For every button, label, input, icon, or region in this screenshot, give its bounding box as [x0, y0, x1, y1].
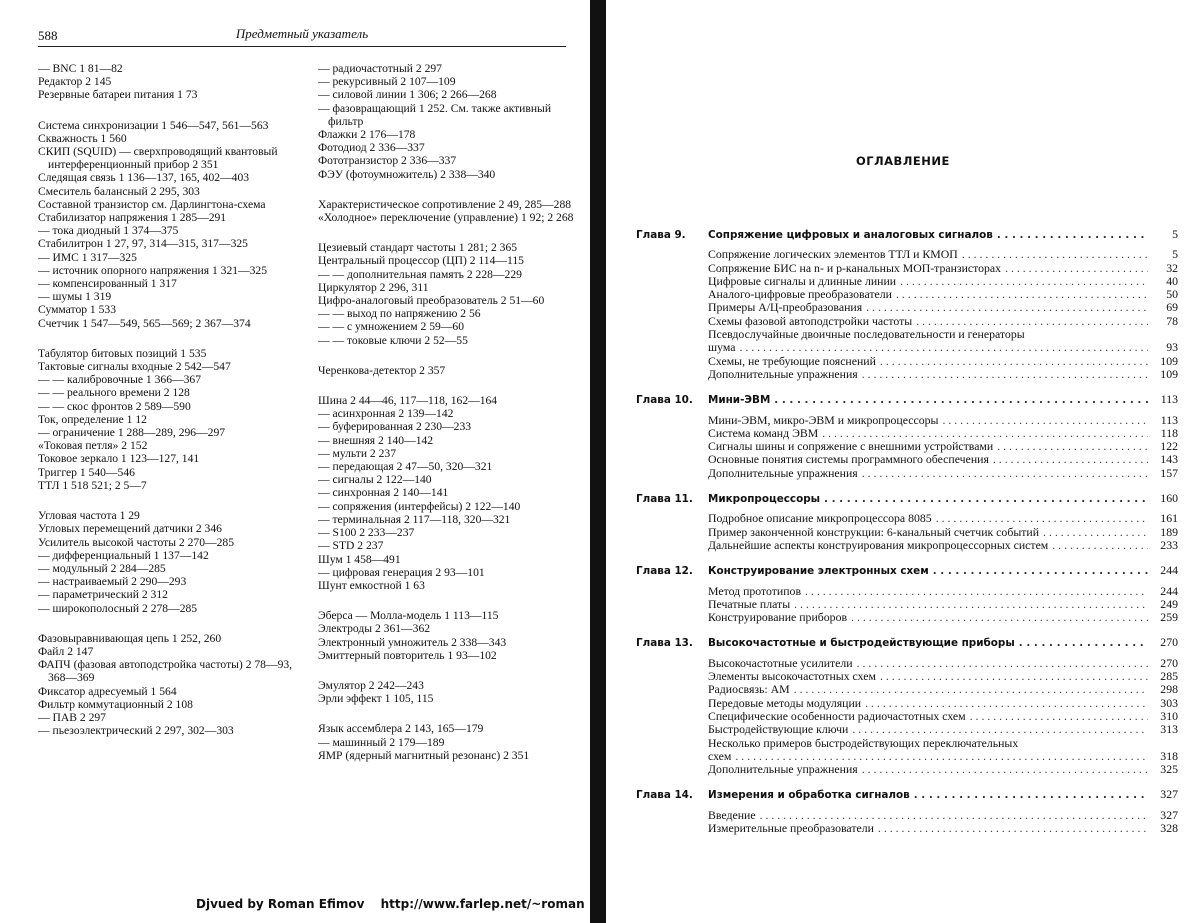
index-entry: Характеристическое сопротивление 2 49, 285—288	[318, 197, 572, 211]
section-title: Мини-ЭВМ, микро-ЭВМ и микропроцессоры	[708, 412, 939, 427]
index-gap	[318, 347, 574, 364]
chapter-page: 244	[1160, 563, 1178, 578]
toc-section-row[interactable]	[636, 809, 1178, 822]
toc-chapter	[636, 228, 1178, 381]
running-title: Предметный указатель	[235, 26, 369, 41]
index-entry: Центральный процессор (ЦП) 2 114—115	[318, 254, 524, 268]
leader-dots	[880, 355, 1148, 368]
toc-section-row[interactable]	[636, 427, 1178, 440]
index-entry: Эрли эффект 1 105, 115	[318, 692, 434, 706]
index-gap	[318, 705, 574, 722]
section-page: 318	[1160, 748, 1178, 763]
index-entry: Резервные батареи питания 1 73	[38, 88, 198, 102]
index-entry: — — токовые ключи 2 52—55	[318, 333, 468, 347]
leader-dots	[735, 750, 1148, 763]
index-entry: ФАПЧ (фазовая автоподстройка частоты) 2 78—93, 368—369	[38, 658, 293, 685]
leader-dots	[862, 763, 1148, 776]
leader-dots	[1043, 526, 1148, 539]
chapter-page: 160	[1160, 491, 1178, 506]
index-entry: Флажки 2 176—178	[318, 128, 416, 142]
index-entry: — асинхронная 2 139—142	[318, 407, 454, 421]
footer-credit: Djvued by Roman Efimov	[196, 897, 365, 911]
section-title: Быстродействующие ключи	[708, 722, 849, 737]
chapter-title: Сопряжение цифровых и аналоговых сигналов	[708, 229, 993, 241]
toc-section-row[interactable]	[636, 585, 1178, 598]
toc-section-row[interactable]	[636, 539, 1178, 552]
section-page: 157	[1160, 465, 1178, 480]
index-entry: — S100 2 233—237	[318, 526, 415, 540]
toc-section-row[interactable]	[636, 315, 1178, 328]
section-page: 313	[1160, 722, 1178, 737]
index-entry: Табулятор битовых позиций 1 535	[38, 346, 207, 360]
toc-section-row[interactable]	[636, 512, 1178, 525]
toc-section-row[interactable]	[636, 262, 1178, 275]
index-entry: Шина 2 44—46, 117—118, 162—164	[318, 394, 498, 408]
page-number: 588	[38, 28, 58, 43]
index-entry: Счетчик 1 547—549, 565—569; 2 367—374	[38, 316, 251, 330]
index-entry: Файл 2 147	[38, 644, 94, 658]
index-entry: Тактовые сигналы входные 2 542—547	[38, 360, 231, 374]
index-entry: Фазовыравнивающая цепь 1 252, 260	[38, 631, 222, 645]
toc-title: ОГЛАВЛЕНИЕ	[856, 154, 950, 168]
toc-section-row[interactable]	[636, 368, 1178, 381]
section-title: Пример законченной конструкции: 6-канальный счетчик событий	[708, 524, 1040, 539]
section-page: 285	[1160, 669, 1178, 684]
section-title: Введение	[708, 807, 756, 822]
toc-section-row[interactable]	[636, 710, 1178, 723]
section-page: 118	[1160, 425, 1178, 440]
section-title: Печатные платы	[708, 596, 791, 611]
index-entry: — мульти 2 237	[318, 446, 397, 460]
leader-dots	[914, 789, 1148, 802]
index-entry: Триггер 1 540—546	[38, 465, 135, 479]
section-page: 50	[1166, 287, 1178, 302]
section-title-line-1: Псевдослучайные двоичные последовательности и генераторы	[708, 327, 1025, 342]
section-page: 78	[1166, 313, 1178, 328]
index-entry: — дифференциальный 1 137—142	[38, 548, 209, 562]
leader-dots	[916, 315, 1148, 328]
section-page: 249	[1160, 596, 1178, 611]
djvu-credit-footer	[196, 897, 585, 911]
index-gap	[318, 662, 574, 679]
leader-dots	[739, 341, 1148, 354]
toc-section-row[interactable]	[636, 763, 1178, 776]
section-title-line-1: Несколько примеров быстродействующих переключательных	[708, 735, 1019, 750]
leader-dots	[794, 598, 1148, 611]
toc-section-row[interactable]	[636, 248, 1178, 261]
leader-dots	[852, 723, 1148, 736]
toc-chapter-row[interactable]	[636, 564, 1178, 578]
section-title: Система команд ЭВМ	[708, 425, 819, 440]
section-page: 244	[1160, 583, 1178, 598]
leader-dots	[824, 493, 1148, 506]
index-entry: — источник опорного напряжения 1 321—325	[38, 263, 268, 277]
section-title: Передовые методы модуляции	[708, 695, 862, 710]
toc-chapter	[636, 492, 1178, 552]
toc-section-row[interactable]	[636, 414, 1178, 427]
section-page: 113	[1160, 412, 1178, 427]
index-entry: Фиксатор адресуемый 1 564	[38, 684, 177, 698]
toc-chapter-row[interactable]	[636, 492, 1178, 506]
leader-dots	[794, 683, 1148, 696]
index-entry: — компенсированный 1 317	[38, 277, 177, 291]
section-title: Дополнительные упражнения	[708, 366, 858, 381]
leader-dots	[851, 611, 1148, 624]
chapter-page: 270	[1160, 635, 1178, 650]
toc-chapter-row[interactable]	[636, 393, 1178, 407]
index-entry: «Токовая петля» 2 152	[38, 439, 148, 453]
section-page: 327	[1160, 807, 1178, 822]
leader-dots	[805, 585, 1148, 598]
index-entry: — настраиваемый 2 290—293	[38, 575, 187, 589]
leader-dots	[1005, 262, 1148, 275]
toc-section-row[interactable]	[636, 723, 1178, 736]
index-entry: Электронный умножитель 2 338—343	[318, 635, 507, 649]
index-entry: Стабилитрон 1 27, 97, 314—315, 317—325	[38, 237, 248, 251]
index-entry: — BNC 1 81—82	[38, 62, 123, 75]
chapter-page: 5	[1172, 227, 1178, 241]
index-entry: СКИП (SQUID) — сверхпроводящий квантовый интерференционный прибор 2 351	[38, 145, 278, 172]
index-gap	[38, 102, 300, 119]
section-title: Аналого-цифровые преобразователи	[708, 287, 892, 302]
leader-dots	[942, 414, 1148, 427]
toc-section-row[interactable]	[636, 697, 1178, 710]
index-entry: Редактор 2 145	[38, 75, 112, 89]
index-entry: — — с умножением 2 59—60	[318, 320, 464, 334]
chapter-title: Высокочастотные и быстродействующие приборы	[708, 637, 1015, 650]
section-title: Примеры А/Ц-преобразования	[708, 300, 863, 315]
chapter-label: Глава 14.	[636, 789, 693, 802]
footer-url: http://www.farlep.net/~roman	[380, 897, 585, 911]
index-column-1	[38, 62, 300, 737]
index-entry: ТТЛ 1 518 521; 2 5—7	[38, 478, 147, 492]
leader-dots	[857, 657, 1148, 670]
index-entry: — — дополнительная память 2 228—229	[318, 267, 522, 281]
index-entry: Шунт емкостной 1 63	[318, 578, 425, 592]
toc-section-row[interactable]	[636, 467, 1178, 480]
index-gap	[38, 492, 300, 509]
index-entry: Фотодиод 2 336—337	[318, 141, 425, 155]
section-title-line-2: шума	[708, 340, 736, 355]
toc-section-row[interactable]	[636, 526, 1178, 539]
index-entry: — рекурсивный 2 107—109	[318, 75, 456, 89]
toc-section-row[interactable]	[636, 275, 1178, 288]
leader-dots	[962, 248, 1148, 261]
section-page: 32	[1166, 260, 1178, 275]
index-entry: Язык ассемблера 2 143, 165—179	[318, 722, 484, 736]
section-title: Схемы, не требующие пояснений	[708, 353, 876, 368]
index-entry: — радиочастотный 2 297	[318, 62, 442, 75]
leader-dots	[896, 288, 1148, 301]
section-title: Высокочастотные усилители	[708, 655, 853, 670]
index-entry: Ток, определение 1 12	[38, 412, 147, 426]
index-entry: Эмиттерный повторитель 1 93—102	[318, 648, 497, 662]
index-entry: «Холодное» переключение (управление) 1 92; 2 268	[318, 211, 574, 225]
leader-dots	[997, 229, 1148, 242]
leader-dots	[822, 427, 1148, 440]
index-entry: — ограничение 1 288—289, 296—297	[38, 426, 226, 440]
section-title: Метод прототипов	[708, 583, 802, 598]
index-entry: — цифровая генерация 2 93—101	[318, 565, 485, 579]
section-title: Дальнейшие аспекты конструирования микропроцессорных систем	[708, 537, 1049, 552]
section-page: 40	[1166, 273, 1178, 288]
index-entry: — тока диодный 1 374—375	[38, 224, 179, 238]
index-entry: Эберса — Молла-модель 1 113—115	[318, 609, 499, 623]
index-gap	[38, 615, 300, 632]
index-entry: — силовой линии 1 306; 2 266—268	[318, 88, 497, 102]
section-title: Элементы высокочастотных схем	[708, 669, 876, 684]
toc-section-row[interactable]	[636, 683, 1178, 696]
toc-section-row[interactable]	[636, 288, 1178, 301]
chapter-label: Глава 10.	[636, 394, 693, 407]
section-title: Сопряжение БИС на n- и p-канальных МОП-транзисторах	[708, 260, 1002, 275]
leader-dots	[970, 710, 1148, 723]
index-entry: — внешняя 2 140—142	[318, 433, 434, 447]
left-page-index	[0, 0, 590, 923]
index-entry: — синхронная 2 140—141	[318, 486, 449, 500]
chapter-page: 327	[1160, 787, 1178, 802]
index-entry: — терминальная 2 117—118, 320—321	[318, 512, 511, 526]
toc-section-row[interactable]	[636, 301, 1178, 314]
leader-dots	[760, 809, 1148, 822]
index-entry: — сигналы 2 122—140	[318, 473, 432, 487]
section-title: Сигналы шины и сопряжение с внешними устройствами	[708, 439, 994, 454]
toc-section-row[interactable]	[636, 355, 1178, 368]
index-entry: — — скос фронтов 2 589—590	[38, 399, 191, 413]
index-entry: — машинный 2 179—189	[318, 735, 445, 749]
index-entry: Цезиевый стандарт частоты 1 281; 2 365	[318, 241, 518, 255]
toc-chapter	[636, 636, 1178, 776]
leader-dots	[878, 822, 1148, 835]
index-entry: — ПАВ 2 297	[38, 710, 106, 724]
section-title: Схемы фазовой автоподстройки частоты	[708, 313, 913, 328]
index-entry: Угловая частота 1 29	[38, 509, 140, 523]
section-page: 161	[1160, 511, 1178, 526]
leader-dots	[997, 440, 1148, 453]
section-page: 298	[1160, 682, 1178, 697]
index-gap	[318, 377, 574, 394]
toc-section-row[interactable]	[636, 611, 1178, 624]
index-entry: — — реального времени 2 128	[38, 386, 190, 400]
index-entry: Цифро-аналоговый преобразователь 2 51—60	[318, 294, 545, 308]
section-page: 122	[1160, 439, 1178, 454]
table-of-contents	[636, 228, 1178, 847]
index-entry: — фазовращающий 1 252. См. также активный фильтр	[318, 101, 552, 128]
section-title: Основные понятия системы программного обеспечения	[708, 452, 989, 467]
section-page: 259	[1160, 610, 1178, 625]
toc-section-row[interactable]	[636, 670, 1178, 683]
index-entry: Фототранзистор 2 336—337	[318, 154, 457, 168]
index-entry: Следящая связь 1 136—137, 165, 402—403	[38, 171, 250, 185]
leader-dots	[774, 394, 1148, 407]
index-entry: — пьезоэлектрический 2 297, 302—303	[38, 724, 234, 738]
toc-chapter-row[interactable]	[636, 636, 1178, 650]
index-entry: Фильтр коммутационный 2 108	[38, 697, 193, 711]
leader-dots	[936, 512, 1148, 525]
leader-dots	[880, 670, 1148, 683]
leader-dots	[1019, 637, 1148, 650]
index-entry: — STD 2 237	[318, 539, 384, 553]
index-gap	[318, 181, 574, 198]
leader-dots	[933, 565, 1148, 578]
section-title: Сопряжение логических элементов ТТЛ и КМОП	[708, 247, 958, 262]
section-title: Дополнительные упражнения	[708, 762, 858, 777]
index-entry: — ИМС 1 317—325	[38, 250, 137, 264]
index-entry: Система синхронизации 1 546—547, 561—563	[38, 118, 269, 132]
section-page: 325	[1160, 762, 1178, 777]
chapter-label: Глава 13.	[636, 637, 693, 650]
book-gutter	[590, 0, 606, 923]
index-entry: Черенкова-детектор 2 357	[318, 363, 446, 377]
leader-dots	[865, 697, 1148, 710]
index-entry: ФЭУ (фотоумножитель) 2 338—340	[318, 167, 496, 181]
index-entry: — буферированная 2 230—233	[318, 420, 472, 434]
chapter-title: Конструирование электронных схем	[708, 565, 929, 578]
index-entry: Эмулятор 2 242—243	[318, 678, 424, 692]
section-title: Специфические особенности радиочастотных схем	[708, 708, 966, 723]
index-entry: Токовое зеркало 1 123—127, 141	[38, 452, 200, 466]
index-entry: ЯМР (ядерный магнитный резонанс) 2 351	[318, 748, 530, 762]
index-entry: Шум 1 458—491	[318, 552, 401, 566]
index-gap	[318, 224, 574, 241]
index-gap	[38, 330, 300, 347]
section-page: 270	[1160, 655, 1178, 670]
section-title: Радиосвязь: АМ	[708, 682, 790, 697]
section-title: Цифровые сигналы и длинные линии	[708, 273, 897, 288]
right-page-contents	[606, 0, 1200, 923]
toc-section-row[interactable]	[636, 440, 1178, 453]
chapter-label: Глава 12.	[636, 565, 693, 578]
index-entry: Составной транзистор см. Дарлингтона-схема	[38, 197, 266, 211]
toc-section-row[interactable]	[636, 453, 1178, 466]
index-entry: — — калибровочные 1 366—367	[38, 373, 202, 387]
section-page: 303	[1160, 695, 1178, 710]
index-entry: Усилитель высокой частоты 2 270—285	[38, 535, 234, 549]
toc-chapter	[636, 564, 1178, 624]
section-page: 310	[1160, 708, 1178, 723]
section-page: 233	[1160, 537, 1178, 552]
leader-dots	[862, 368, 1148, 381]
toc-section-row[interactable]	[636, 737, 1178, 764]
toc-section-row[interactable]	[636, 822, 1178, 835]
toc-section-row[interactable]	[636, 657, 1178, 670]
section-title: Измерительные преобразователи	[708, 820, 874, 835]
section-page: 189	[1160, 524, 1178, 539]
chapter-label: Глава 11.	[636, 493, 693, 506]
section-title: Дополнительные упражнения	[708, 465, 858, 480]
leader-dots	[866, 301, 1148, 314]
chapter-title: Микропроцессоры	[708, 493, 821, 506]
leader-dots	[862, 467, 1148, 480]
index-entry: Смеситель балансный 2 295, 303	[38, 184, 200, 198]
section-title: Подробное описание микропроцессора 8085	[708, 511, 932, 526]
index-entry: — модульный 2 284—285	[38, 561, 166, 575]
toc-chapter	[636, 393, 1178, 480]
section-title: Конструирование приборов	[708, 610, 848, 625]
section-page: 328	[1160, 820, 1178, 835]
leader-dots	[1052, 539, 1148, 552]
chapter-title: Измерения и обработка сигналов	[708, 789, 910, 802]
index-entry: — параметрический 2 312	[38, 588, 168, 602]
index-entry: Сумматор 1 533	[38, 303, 117, 317]
toc-section-row[interactable]	[636, 598, 1178, 611]
running-header	[38, 26, 566, 47]
index-entry: — сопряжения (интерфейсы) 2 122—140	[318, 499, 521, 513]
toc-chapter	[636, 788, 1178, 835]
toc-chapter-row[interactable]	[636, 228, 1178, 242]
section-page: 69	[1166, 300, 1178, 315]
section-page: 109	[1160, 353, 1178, 368]
index-column-2	[318, 62, 574, 762]
index-gap	[318, 592, 574, 609]
index-entry: — широкополосный 2 278—285	[38, 601, 198, 615]
section-page: 93	[1166, 340, 1178, 355]
toc-chapter-row[interactable]	[636, 788, 1178, 802]
index-entry: — шумы 1 319	[38, 290, 112, 304]
section-title-line-2: схем	[708, 748, 732, 763]
index-entry: — — выход по напряжению 2 56	[318, 307, 481, 321]
index-entry: — передающая 2 47—50, 320—321	[318, 460, 493, 474]
index-entry: Стабилизатор напряжения 1 285—291	[38, 211, 227, 225]
chapter-label: Глава 9.	[636, 229, 686, 241]
chapter-page: 113	[1160, 392, 1178, 407]
toc-section-row[interactable]	[636, 328, 1178, 355]
index-entry: Циркулятор 2 296, 311	[318, 280, 429, 294]
leader-dots	[993, 453, 1148, 466]
section-page: 143	[1160, 452, 1178, 467]
leader-dots	[900, 275, 1148, 288]
index-entry: Угловых перемещений датчики 2 346	[38, 522, 222, 536]
section-page: 5	[1172, 247, 1178, 262]
chapter-title: Мини-ЭВМ	[708, 394, 771, 407]
section-page: 109	[1160, 366, 1178, 381]
index-entry: Электроды 2 361—362	[318, 622, 431, 636]
index-entry: Скважность 1 560	[38, 131, 127, 145]
